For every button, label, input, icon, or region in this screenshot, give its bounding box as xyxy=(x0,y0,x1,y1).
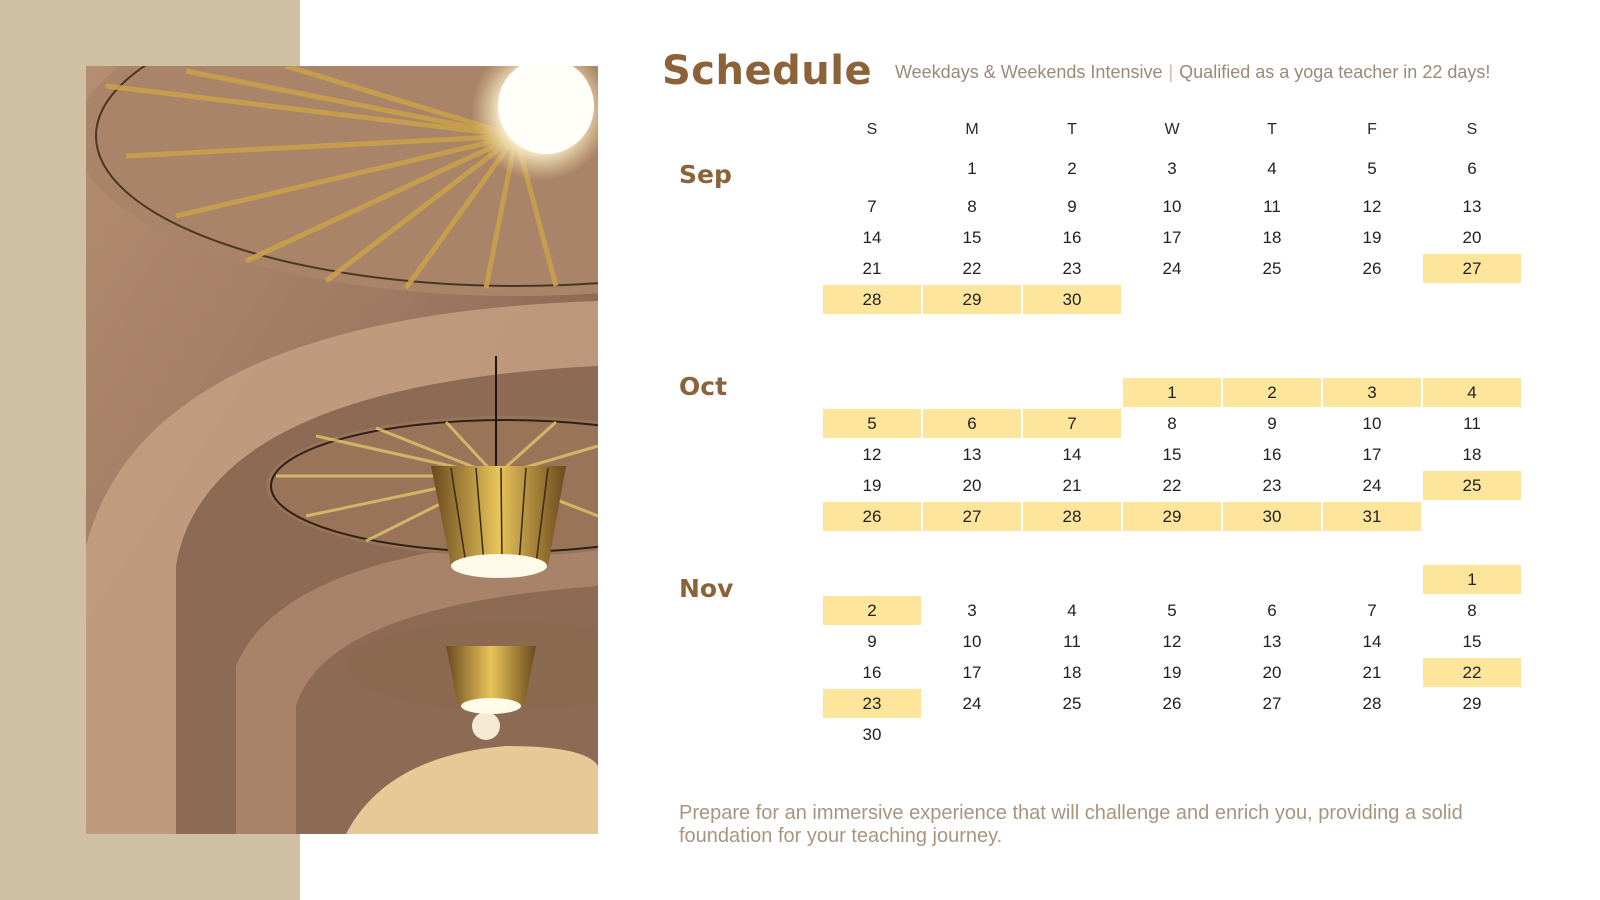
day-sep-12: 12 xyxy=(1362,197,1382,216)
day-sep-17: 17 xyxy=(1162,228,1182,247)
day-nov-13: 13 xyxy=(1262,632,1282,651)
day-nov-3: 3 xyxy=(967,601,977,620)
day-nov-30: 30 xyxy=(862,725,882,744)
day-sep-27: 27 xyxy=(1423,254,1521,283)
weekday-mon: M xyxy=(965,121,979,138)
day-nov-1: 1 xyxy=(1423,565,1521,594)
day-sep-14: 14 xyxy=(862,228,882,247)
day-sep-1: 1 xyxy=(967,159,977,178)
month-label-oct: Oct xyxy=(679,372,728,401)
day-sep-20: 20 xyxy=(1462,228,1482,247)
day-oct-30: 30 xyxy=(1223,502,1321,531)
day-nov-6: 6 xyxy=(1267,601,1277,620)
day-oct-11: 11 xyxy=(1463,414,1481,433)
subtitle-separator: | xyxy=(1168,62,1174,82)
day-sep-4: 4 xyxy=(1267,159,1277,178)
day-sep-22: 22 xyxy=(962,259,982,278)
page-subtitle xyxy=(895,62,1490,83)
day-nov-18: 18 xyxy=(1062,663,1082,682)
day-nov-9: 9 xyxy=(867,632,877,651)
day-oct-26: 26 xyxy=(823,502,921,531)
day-nov-17: 17 xyxy=(962,663,982,682)
day-nov-28: 28 xyxy=(1362,694,1382,713)
day-sep-8: 8 xyxy=(967,197,977,216)
day-nov-14: 14 xyxy=(1362,632,1382,651)
month-label-nov: Nov xyxy=(679,574,734,603)
day-sep-3: 3 xyxy=(1167,159,1177,178)
day-sep-10: 10 xyxy=(1162,197,1182,216)
day-nov-7: 7 xyxy=(1367,601,1377,620)
day-sep-16: 16 xyxy=(1062,228,1082,247)
weekday-tue: T xyxy=(1067,121,1077,138)
day-oct-17: 17 xyxy=(1362,445,1382,464)
day-oct-18: 18 xyxy=(1462,445,1482,464)
day-oct-1: 1 xyxy=(1123,378,1221,407)
day-nov-25: 25 xyxy=(1062,694,1082,713)
day-sep-13: 13 xyxy=(1462,197,1482,216)
day-sep-9: 9 xyxy=(1067,197,1077,216)
day-nov-21: 21 xyxy=(1362,663,1382,682)
day-sep-2: 2 xyxy=(1067,159,1077,178)
day-sep-24: 24 xyxy=(1162,259,1182,278)
day-nov-4: 4 xyxy=(1067,601,1077,620)
day-oct-27: 27 xyxy=(923,502,1021,531)
interior-photo xyxy=(86,66,598,834)
day-nov-11: 11 xyxy=(1063,632,1081,651)
day-nov-2: 2 xyxy=(823,596,921,625)
day-nov-5: 5 xyxy=(1167,601,1177,620)
day-sep-15: 15 xyxy=(962,228,982,247)
day-nov-24: 24 xyxy=(962,694,982,713)
day-sep-7: 7 xyxy=(867,197,877,216)
day-nov-27: 27 xyxy=(1262,694,1282,713)
day-oct-13: 13 xyxy=(962,445,982,464)
day-nov-19: 19 xyxy=(1162,663,1182,682)
day-nov-10: 10 xyxy=(962,632,982,651)
day-nov-26: 26 xyxy=(1162,694,1182,713)
day-nov-15: 15 xyxy=(1462,632,1482,651)
day-nov-23: 23 xyxy=(823,689,921,718)
weekday-sat: S xyxy=(1466,121,1478,138)
day-sep-18: 18 xyxy=(1262,228,1282,247)
day-sep-28: 28 xyxy=(823,285,921,314)
day-nov-16: 16 xyxy=(862,663,882,682)
day-oct-9: 9 xyxy=(1267,414,1277,433)
day-sep-11: 11 xyxy=(1263,197,1281,216)
day-oct-2: 2 xyxy=(1223,378,1321,407)
subtitle-tagline: Qualified as a yoga teacher in 22 days! xyxy=(1179,62,1491,82)
day-oct-23: 23 xyxy=(1262,476,1282,495)
day-oct-8: 8 xyxy=(1167,414,1177,433)
day-oct-16: 16 xyxy=(1262,445,1282,464)
day-sep-6: 6 xyxy=(1467,159,1477,178)
weekday-wed: W xyxy=(1164,121,1180,138)
subtitle-program: Weekdays & Weekends Intensive xyxy=(895,62,1163,82)
day-nov-12: 12 xyxy=(1162,632,1182,651)
day-oct-4: 4 xyxy=(1423,378,1521,407)
day-oct-20: 20 xyxy=(962,476,982,495)
day-oct-22: 22 xyxy=(1162,476,1182,495)
day-sep-30: 30 xyxy=(1023,285,1121,314)
day-sep-5: 5 xyxy=(1367,159,1377,178)
page-title: Schedule xyxy=(662,48,873,94)
day-nov-8: 8 xyxy=(1467,601,1477,620)
day-oct-14: 14 xyxy=(1062,445,1082,464)
day-oct-25: 25 xyxy=(1423,471,1521,500)
day-sep-29: 29 xyxy=(923,285,1021,314)
day-oct-15: 15 xyxy=(1162,445,1182,464)
day-oct-31: 31 xyxy=(1323,502,1421,531)
day-oct-29: 29 xyxy=(1123,502,1221,531)
day-oct-19: 19 xyxy=(862,476,882,495)
arches-lamps-illustration xyxy=(86,66,598,834)
month-label-sep: Sep xyxy=(679,160,732,189)
day-oct-5: 5 xyxy=(823,409,921,438)
day-sep-19: 19 xyxy=(1362,228,1382,247)
day-sep-23: 23 xyxy=(1062,259,1082,278)
day-sep-21: 21 xyxy=(862,259,882,278)
day-oct-6: 6 xyxy=(923,409,1021,438)
day-oct-7: 7 xyxy=(1023,409,1121,438)
day-oct-3: 3 xyxy=(1323,378,1421,407)
day-nov-20: 20 xyxy=(1262,663,1282,682)
day-oct-10: 10 xyxy=(1362,414,1382,433)
day-sep-25: 25 xyxy=(1262,259,1282,278)
day-oct-21: 21 xyxy=(1062,476,1082,495)
day-oct-28: 28 xyxy=(1023,502,1121,531)
day-nov-22: 22 xyxy=(1423,658,1521,687)
weekday-thu: T xyxy=(1267,121,1277,138)
day-oct-24: 24 xyxy=(1362,476,1382,495)
weekday-sun: S xyxy=(866,121,878,138)
day-oct-12: 12 xyxy=(862,445,882,464)
footer-description: Prepare for an immersive experience that will challenge and enrich you, providing a solid foundation for your teaching journey. xyxy=(679,802,1463,847)
day-sep-26: 26 xyxy=(1362,259,1382,278)
weekday-fri: F xyxy=(1367,121,1377,138)
day-nov-29: 29 xyxy=(1462,694,1482,713)
